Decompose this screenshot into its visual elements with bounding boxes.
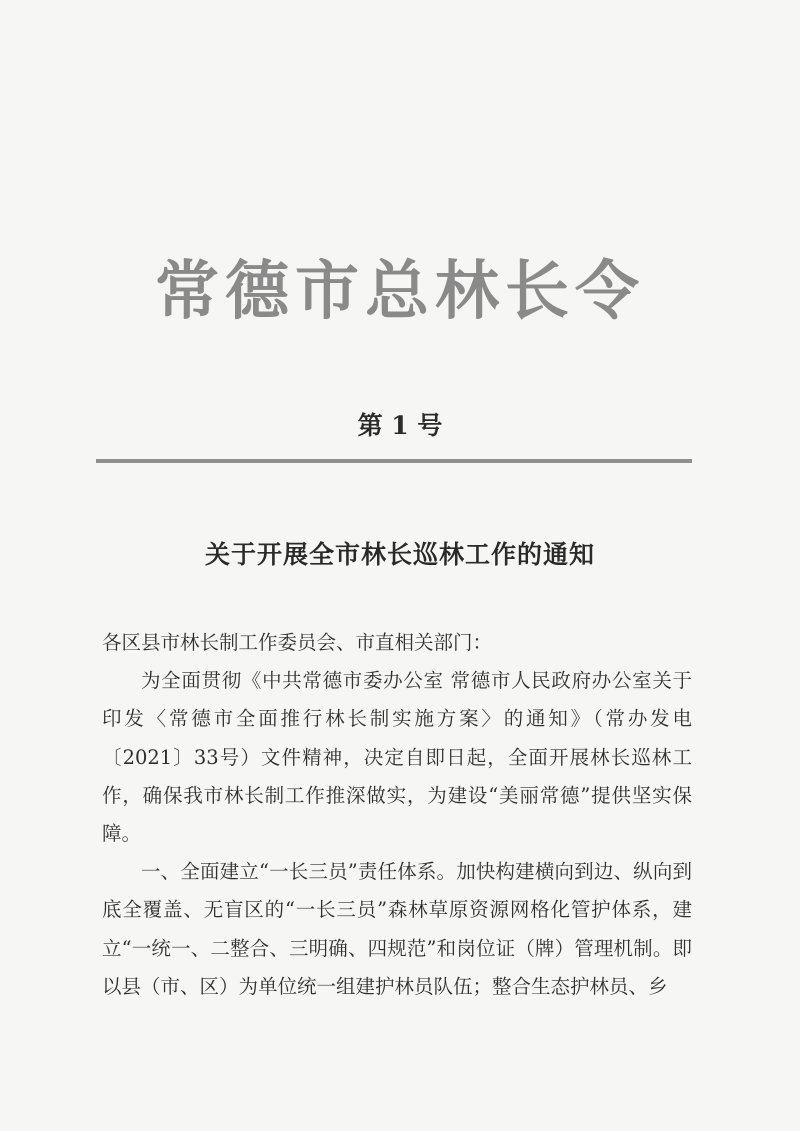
body-paragraph: 为全面贯彻《中共常德市委办公室 常德市人民政府办公室关于印发〈常德市全面推行林长制实施方案〉的通知》（常办发电〔2021〕33号）文件精神，决定自即日起，全面开展林长巡林工作，确保我市林长制工作推深做实，为建设“美丽常德”提供坚实保障。 — [102, 669, 692, 846]
body-paragraph: 一、全面建立“一长三员”责任体系。加快构建横向到边、纵向到底全覆盖、无盲区的“一长三员”森林草原资源网格化管护体系，建立“一统一、二整合、三明确、四规范”和岗位证（牌）管理机制。即以县（市、区）为单位统一组建护林员队伍；整合生态护林员、乡 — [102, 860, 692, 998]
salutation: 各区县市林长制工作委员会、市直相关部门： — [102, 631, 493, 654]
document-number: 第 1 号 — [357, 411, 443, 440]
header-separator-line — [96, 459, 692, 463]
notice-title: 关于开展全市林长巡林工作的通知 — [204, 540, 595, 569]
document-title: 常德市总林长令 — [155, 254, 645, 329]
notice-body — [102, 624, 692, 1006]
